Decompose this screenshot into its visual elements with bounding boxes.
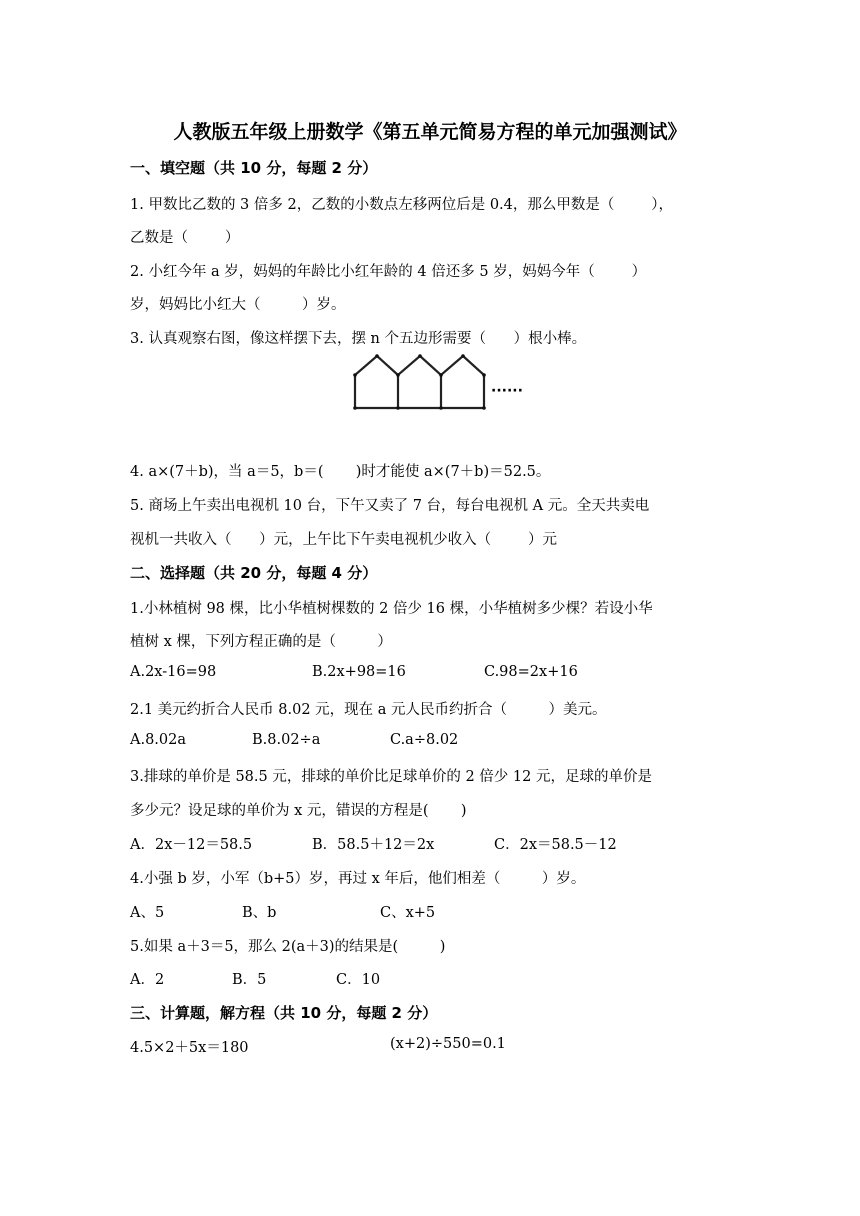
question-line: 乙数是（ ）	[130, 230, 240, 246]
equation-2: (x+2)÷550=0.1	[390, 1036, 506, 1052]
option-b: B.2x+98=16	[312, 664, 406, 680]
option-a: A.2x-16=98	[130, 664, 217, 680]
question-line: 5. 商场上午卖出电视机 10 台，下午又卖了 7 台，每台电视机 A 元。全天共卖电	[130, 498, 650, 514]
section-calculation-heading: 三、计算题，解方程（共 10 分，每题 2 分）	[130, 1004, 438, 1022]
option-c: C．2x＝58.5－12	[494, 837, 617, 853]
question-line: 视机一共收入（ ）元，上午比下午卖电视机少收入（ ）元	[130, 532, 558, 548]
question-line: 多少元？设足球的单价为 x 元，错误的方程是( )	[130, 803, 467, 819]
option-c: C.98=2x+16	[484, 664, 578, 680]
option-b: B、b	[242, 905, 277, 921]
question-line: 4.小强 b 岁，小军（b+5）岁，再过 x 年后，他们相差（ ）岁。	[130, 871, 586, 887]
equation-1: 4.5×2＋5x＝180	[130, 1040, 249, 1056]
question-line: 2. 小红今年 a 岁，妈妈的年龄比小红年龄的 4 倍还多 5 岁，妈妈今年（ ）	[130, 264, 647, 280]
option-b: B.8.02÷a	[252, 732, 321, 748]
option-c: C、x+5	[380, 905, 436, 921]
page-title: 人教版五年级上册数学《第五单元简易方程的单元加强测试》	[173, 121, 687, 143]
pentagon-shape	[398, 356, 441, 408]
option-a: A.8.02a	[130, 732, 187, 748]
option-b: B．5	[232, 972, 267, 988]
section-choice-heading: 二、选择题（共 20 分，每题 4 分）	[130, 564, 378, 582]
option-a: A．2	[130, 972, 165, 988]
option-c: C.a÷8.02	[390, 732, 459, 748]
question-line: 2.1 美元约折合人民币 8.02 元，现在 a 元人民币约折合（ ）美元。	[130, 702, 607, 718]
question-line: 1.小林植树 98 棵，比小华植树棵数的 2 倍少 16 棵，小华植树多少棵？若设小华	[130, 601, 653, 617]
question-line: 3.排球的单价是 58.5 元，排球的单价比足球单价的 2 倍少 12 元，足球的单价是	[130, 769, 652, 785]
question-line: 4. a×(7＋b)，当 a＝5，b＝( )时才能使 a×(7＋b)＝52.5。	[130, 464, 551, 480]
pentagon-shape	[355, 356, 398, 408]
section-fill-blank-heading: 一、填空题（共 10 分，每题 2 分）	[130, 159, 378, 177]
pentagon-shape	[441, 356, 484, 408]
option-a: A．2x－12＝58.5	[130, 837, 253, 853]
pentagon-chain-illustration	[350, 350, 550, 420]
question-line: 3. 认真观察右图，像这样摆下去，摆 n 个五边形需要（ ）根小棒。	[130, 331, 587, 347]
question-line: 岁，妈妈比小红大（ ）岁。	[130, 297, 346, 313]
question-line: 植树 x 棵，下列方程正确的是（ ）	[130, 634, 392, 650]
option-a: A、5	[130, 905, 165, 921]
question-line: 1. 甲数比乙数的 3 倍多 2，乙数的小数点左移两位后是 0.4，那么甲数是（ ），	[130, 197, 674, 213]
option-c: C．10	[336, 972, 381, 988]
pentagon-stick-figure	[350, 350, 550, 420]
continuation-dots: ······	[491, 383, 523, 399]
option-b: B．58.5＋12＝2x	[312, 837, 435, 853]
question-line: 5.如果 a＋3＝5，那么 2(a＋3)的结果是( )	[130, 939, 446, 955]
